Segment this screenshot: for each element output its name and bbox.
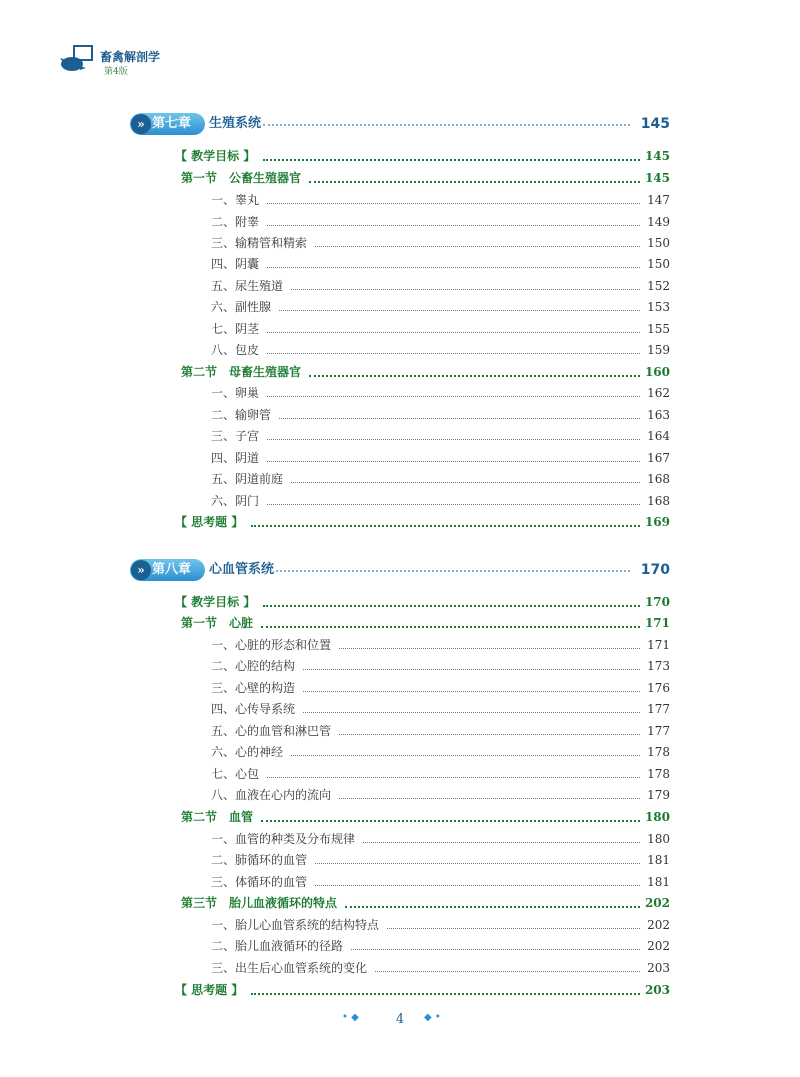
- dot-leader: [309, 181, 640, 183]
- entry-page: 145: [644, 171, 670, 185]
- entry-label: 二、附睾: [211, 215, 260, 229]
- entry-page: 178: [647, 745, 670, 759]
- entry-page: 147: [647, 193, 670, 207]
- entry-label: 【 教学目标 】: [175, 595, 256, 609]
- entry-page: 149: [647, 215, 670, 229]
- entry-page: 203: [647, 961, 670, 975]
- toc-subsection[interactable]: [211, 678, 670, 698]
- toc-subsection[interactable]: [211, 699, 670, 719]
- entry-label: 二、胎儿血液循环的径路: [211, 939, 344, 953]
- toc-entry-objectives[interactable]: [175, 146, 670, 166]
- double-chevron-right-icon: »: [131, 114, 151, 134]
- toc-subsection[interactable]: [211, 340, 670, 360]
- diamond-ornament-icon: • ◆: [342, 1012, 359, 1023]
- entry-label: 三、出生后心血管系统的变化: [211, 961, 368, 975]
- entry-page: 150: [647, 257, 670, 271]
- dot-leader: [339, 734, 640, 735]
- toc-subsection[interactable]: [211, 254, 670, 274]
- entry-label: 【 思考题 】: [175, 515, 244, 529]
- toc-subsection[interactable]: [211, 276, 670, 296]
- entry-page: 159: [647, 343, 670, 357]
- entry-page: 173: [647, 659, 670, 673]
- toc-subsection[interactable]: [211, 233, 670, 253]
- dot-leader: [251, 525, 640, 527]
- entry-label: 二、肺循环的血管: [211, 853, 308, 867]
- entry-label: 一、睾丸: [211, 193, 260, 207]
- entry-label: 三、输精管和精索: [211, 236, 308, 250]
- entry-label: 八、血液在心内的流向: [211, 788, 332, 802]
- entry-label: 【 思考题 】: [175, 983, 244, 997]
- entry-label: 五、阴道前庭: [211, 472, 284, 486]
- entry-page: 150: [647, 236, 670, 250]
- entry-label: 一、血管的种类及分布规律: [211, 832, 356, 846]
- toc-subsection[interactable]: [211, 936, 670, 956]
- chapter-number: 第八章: [152, 562, 192, 577]
- page-footer: [0, 1010, 800, 1034]
- entry-page: 171: [647, 638, 670, 652]
- dot-leader: [309, 375, 640, 377]
- toc-subsection[interactable]: [211, 212, 670, 232]
- toc-entry-objectives[interactable]: [175, 592, 670, 612]
- dot-leader: [339, 798, 640, 799]
- chapter-badge: [130, 559, 205, 581]
- dot-leader: [351, 949, 640, 950]
- entry-page: 152: [647, 279, 670, 293]
- entry-page: 176: [647, 681, 670, 695]
- dot-leader: [263, 124, 630, 126]
- entry-label: 八、包皮: [211, 343, 260, 357]
- toc-subsection[interactable]: [211, 915, 670, 935]
- entry-label: 五、心的血管和淋巴管: [211, 724, 332, 738]
- entry-label: 一、卵巢: [211, 386, 260, 400]
- toc-subsection[interactable]: [211, 426, 670, 446]
- entry-label: 六、副性腺: [211, 300, 272, 314]
- entry-label: 四、心传导系统: [211, 702, 296, 716]
- entry-label: 二、输卵管: [211, 408, 272, 422]
- toc-subsection[interactable]: [211, 850, 670, 870]
- chapter-heading-7[interactable]: [130, 113, 670, 135]
- toc-entry-questions[interactable]: [175, 512, 670, 532]
- toc-section[interactable]: [181, 613, 670, 633]
- chapter-title: 生殖系统: [209, 116, 262, 131]
- entry-page: 145: [644, 149, 670, 163]
- chapter-heading-8[interactable]: [130, 559, 670, 581]
- book-logo-icon: [60, 44, 100, 76]
- toc-subsection[interactable]: [211, 383, 670, 403]
- toc-subsection[interactable]: [211, 297, 670, 317]
- entry-page: 164: [647, 429, 670, 443]
- page-number: 4: [395, 1012, 405, 1027]
- entry-label: 二、心腔的结构: [211, 659, 296, 673]
- dot-leader: [263, 159, 640, 161]
- entry-page: 153: [647, 300, 670, 314]
- chapter-page: 145: [640, 116, 670, 132]
- entry-page: 178: [647, 767, 670, 781]
- toc-subsection[interactable]: [211, 785, 670, 805]
- dot-leader: [303, 712, 640, 713]
- toc-subsection[interactable]: [211, 872, 670, 892]
- toc-subsection[interactable]: [211, 829, 670, 849]
- entry-page: 180: [644, 810, 670, 824]
- entry-page: 177: [647, 702, 670, 716]
- entry-label: 七、心包: [211, 767, 260, 781]
- toc-section[interactable]: [181, 807, 670, 827]
- toc-section[interactable]: [181, 362, 670, 382]
- toc-subsection[interactable]: [211, 742, 670, 762]
- dot-leader: [261, 820, 640, 822]
- chapter-title: 心血管系统: [209, 562, 275, 577]
- entry-label: 六、阴门: [211, 494, 260, 508]
- dot-leader: [315, 246, 640, 247]
- toc-subsection[interactable]: [211, 635, 670, 655]
- dot-leader: [267, 225, 640, 226]
- entry-page: 160: [644, 365, 670, 379]
- chapter-page: 170: [640, 562, 670, 578]
- dot-leader: [267, 396, 640, 397]
- dot-leader: [303, 669, 640, 670]
- entry-label: 第一节 公畜生殖器官: [181, 171, 302, 185]
- entry-label: 第一节 心脏: [181, 616, 254, 630]
- dot-leader: [267, 203, 640, 204]
- toc-subsection[interactable]: [211, 405, 670, 425]
- toc-subsection[interactable]: [211, 764, 670, 784]
- dot-leader: [267, 504, 640, 505]
- entry-label: 四、阴囊: [211, 257, 260, 271]
- toc-subsection[interactable]: [211, 319, 670, 339]
- entry-label: 三、子宫: [211, 429, 260, 443]
- dot-leader: [291, 755, 640, 756]
- dot-leader: [267, 267, 640, 268]
- dot-leader: [315, 863, 640, 864]
- entry-label: 第三节 胎儿血液循环的特点: [181, 896, 338, 910]
- entry-label: 一、心脏的形态和位置: [211, 638, 332, 652]
- toc-subsection[interactable]: [211, 491, 670, 511]
- book-title: 畜禽解剖学: [100, 50, 161, 64]
- dot-leader: [267, 777, 640, 778]
- dot-leader: [375, 971, 640, 972]
- dot-leader: [303, 691, 640, 692]
- dot-leader: [276, 570, 630, 572]
- entry-label: 一、胎儿心血管系统的结构特点: [211, 918, 380, 932]
- dot-leader: [291, 289, 640, 290]
- dot-leader: [279, 310, 640, 311]
- entry-page: 163: [647, 408, 670, 422]
- entry-label: 三、体循环的血管: [211, 875, 308, 889]
- toc-subsection[interactable]: [211, 656, 670, 676]
- dot-leader: [339, 648, 640, 649]
- toc-entry-questions[interactable]: [175, 980, 670, 1000]
- dot-leader: [315, 885, 640, 886]
- entry-page: 202: [644, 896, 670, 910]
- toc-section[interactable]: [181, 893, 670, 913]
- dot-leader: [267, 461, 640, 462]
- entry-page: 168: [647, 494, 670, 508]
- entry-page: 202: [647, 939, 670, 953]
- entry-label: 三、心壁的构造: [211, 681, 296, 695]
- entry-page: 177: [647, 724, 670, 738]
- book-logo: [60, 42, 170, 82]
- toc-subsection[interactable]: [211, 469, 670, 489]
- chapter-number: 第七章: [152, 116, 192, 131]
- entry-page: 171: [644, 616, 670, 630]
- dot-leader: [267, 332, 640, 333]
- dot-leader: [387, 928, 640, 929]
- dot-leader: [345, 906, 640, 908]
- entry-label: 第二节 血管: [181, 810, 254, 824]
- entry-page: 162: [647, 386, 670, 400]
- entry-page: 167: [647, 451, 670, 465]
- entry-label: 第二节 母畜生殖器官: [181, 365, 302, 379]
- entry-page: 168: [647, 472, 670, 486]
- toc-subsection[interactable]: [211, 190, 670, 210]
- dot-leader: [267, 353, 640, 354]
- toc-section[interactable]: [181, 168, 670, 188]
- toc-subsection[interactable]: [211, 958, 670, 978]
- dot-leader: [267, 439, 640, 440]
- entry-label: 四、阴道: [211, 451, 260, 465]
- dot-leader: [291, 482, 640, 483]
- diamond-ornament-icon: ◆ •: [424, 1012, 441, 1023]
- entry-page: 179: [647, 788, 670, 802]
- double-chevron-right-icon: »: [131, 560, 151, 580]
- toc-subsection[interactable]: [211, 448, 670, 468]
- dot-leader: [279, 418, 640, 419]
- dot-leader: [251, 993, 640, 995]
- toc-subsection[interactable]: [211, 721, 670, 741]
- dot-leader: [263, 605, 640, 607]
- entry-page: 181: [647, 853, 670, 867]
- entry-label: 七、阴茎: [211, 322, 260, 336]
- entry-label: 五、尿生殖道: [211, 279, 284, 293]
- book-edition: 第4版: [104, 67, 128, 77]
- chapter-badge: [130, 113, 205, 135]
- entry-page: 170: [644, 595, 670, 609]
- entry-page: 202: [647, 918, 670, 932]
- entry-page: 155: [647, 322, 670, 336]
- entry-label: 【 教学目标 】: [175, 149, 256, 163]
- entry-page: 169: [644, 515, 670, 529]
- dot-leader: [261, 626, 640, 628]
- dot-leader: [363, 842, 640, 843]
- entry-page: 203: [644, 983, 670, 997]
- entry-page: 181: [647, 875, 670, 889]
- entry-label: 六、心的神经: [211, 745, 284, 759]
- entry-page: 180: [647, 832, 670, 846]
